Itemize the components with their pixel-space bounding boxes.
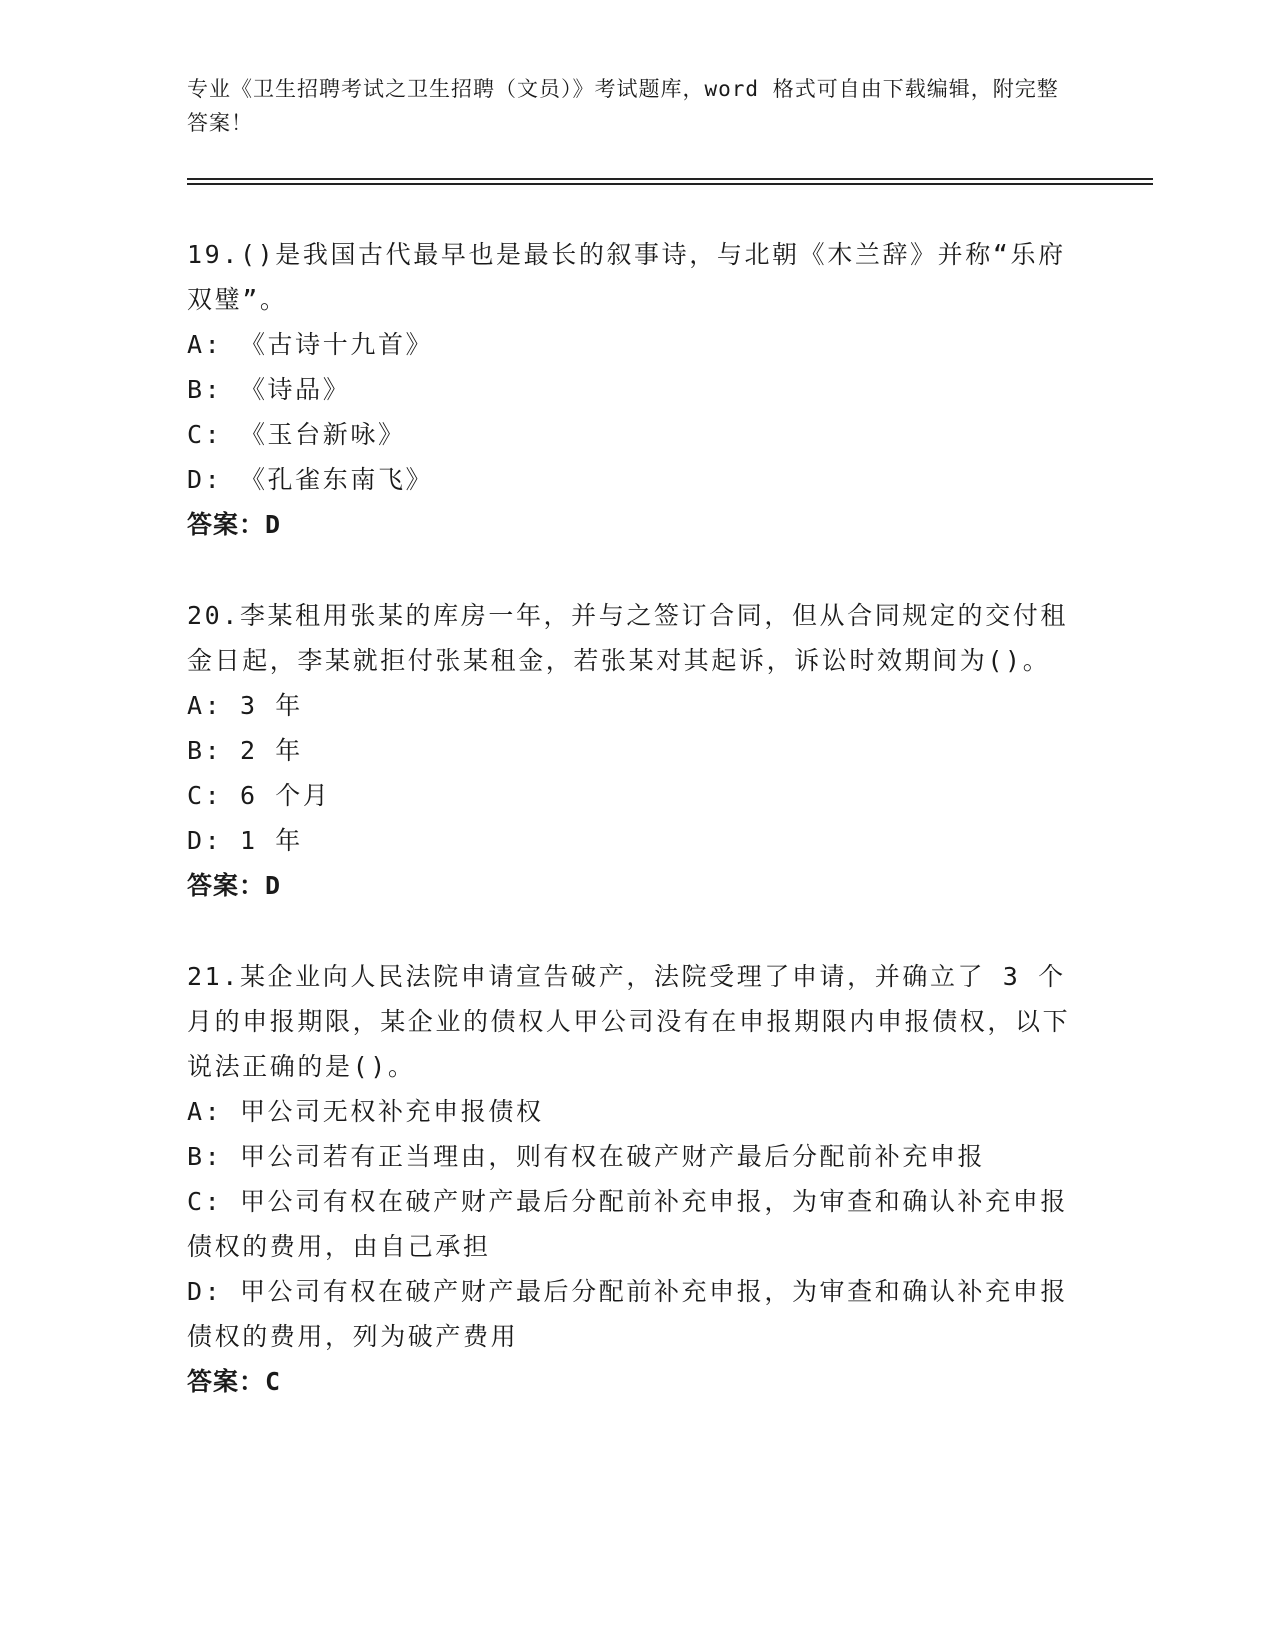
header-divider-bottom	[187, 183, 1153, 185]
option-c: C: 《玉台新咏》	[187, 420, 406, 449]
question-spacer	[187, 547, 1077, 593]
option-a: A: 《古诗十九首》	[187, 330, 434, 359]
question-19	[187, 232, 1077, 547]
option-d: D: 甲公司有权在破产财产最后分配前补充申报，为审查和确认补充申报债权的费用，列为破产费用	[187, 1277, 1068, 1351]
option-b: B: 甲公司若有正当理由，则有权在破产财产最后分配前补充申报	[187, 1142, 986, 1171]
document-header: 专业《卫生招聘考试之卫生招聘（文员）》考试题库，word 格式可自由下载编辑，附完整答案！	[187, 77, 1059, 135]
answer-label: 答案：D	[187, 871, 282, 900]
question-21	[187, 954, 1077, 1404]
option-a: A: 甲公司无权补充申报债权	[187, 1097, 544, 1126]
option-a: A: 3 年	[187, 691, 303, 720]
option-d: D: 《孔雀东南飞》	[187, 465, 434, 494]
question-stem: 21.某企业向人民法院申请宣告破产，法院受理了申请，并确立了 3 个月的申报期限，某企业的债权人甲公司没有在申报期限内申报债权，以下说法正确的是()。	[187, 962, 1071, 1081]
question-stem: 19.()是我国古代最早也是最长的叙事诗，与北朝《木兰辞》并称“乐府双璧”。	[187, 240, 1066, 314]
option-b: B: 《诗品》	[187, 375, 351, 404]
option-d: D: 1 年	[187, 826, 303, 855]
question-list	[187, 232, 1077, 1404]
question-stem: 20.李某租用张某的库房一年，并与之签订合同，但从合同规定的交付租金日起，李某就拒付张某租金，若张某对其起诉，诉讼时效期间为()。	[187, 601, 1068, 675]
header-divider-top	[187, 178, 1153, 180]
option-c: C: 6 个月	[187, 781, 331, 810]
option-c: C: 甲公司有权在破产财产最后分配前补充申报，为审查和确认补充申报债权的费用，由自己承担	[187, 1187, 1068, 1261]
question-spacer	[187, 908, 1077, 954]
answer-label: 答案：C	[187, 1367, 282, 1396]
question-20	[187, 593, 1077, 908]
option-b: B: 2 年	[187, 736, 303, 765]
answer-label: 答案：D	[187, 510, 282, 539]
